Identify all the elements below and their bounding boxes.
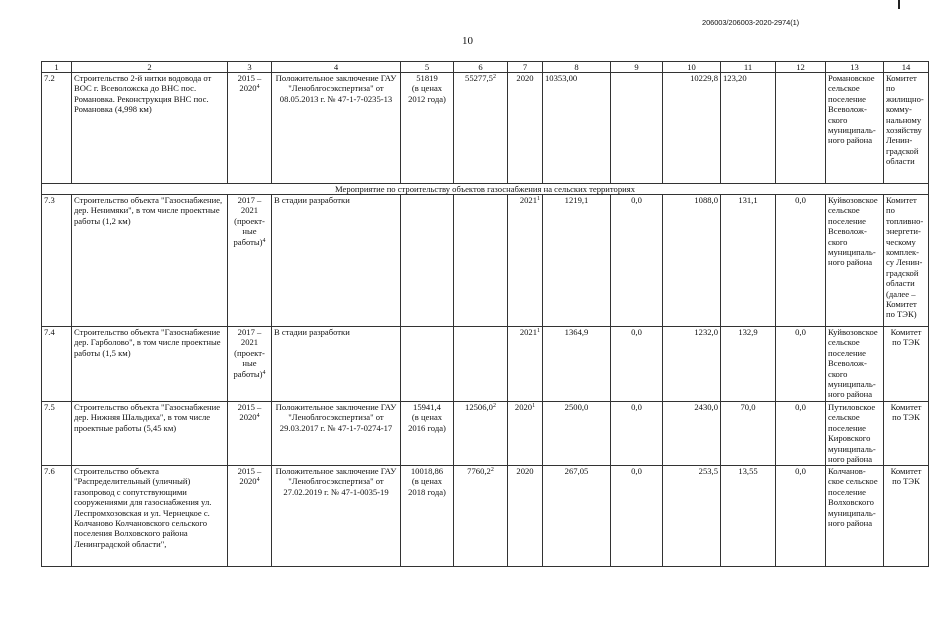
year-value: 2021 — [519, 327, 537, 337]
regional-amount: 1232,0 — [663, 327, 721, 402]
period-footnote: 4 — [256, 413, 260, 420]
customer: Куйвозовское сельское поселение Всеволож- ского муниципаль- ного района — [826, 195, 884, 327]
year-footnote: 1 — [532, 403, 536, 409]
table-row — [42, 73, 929, 184]
row-number: 7.5 — [42, 402, 72, 466]
construction-period — [228, 195, 272, 327]
remaining-cost-value: 7760,2 — [467, 466, 491, 476]
completion-year — [508, 327, 543, 402]
column-number: 9 — [611, 62, 663, 73]
local-amount: 13,55 — [721, 466, 776, 567]
period-footnote: 4 — [262, 237, 266, 244]
column-number: 7 — [508, 62, 543, 73]
completion-year — [508, 73, 543, 184]
total-amount: 10353,00 — [543, 73, 611, 184]
page-edge-mark — [898, 0, 900, 9]
table-row — [42, 195, 929, 327]
other-amount: 0,0 — [776, 466, 826, 567]
remaining-cost — [454, 73, 508, 184]
construction-period — [228, 73, 272, 184]
estimated-cost: 10018,86 (в ценах 2018 года) — [401, 466, 454, 567]
other-amount — [776, 73, 826, 184]
estimated-cost — [401, 327, 454, 402]
object-name: Строительство объекта "Распределительный (уличный) газопровод с сопутствующими сооружениями для газоснабжения ул. Леспромхозовская и ул. Чернецкое с. Колчаново Колчановского сельского поселения Волховского района Ленинградской области", — [72, 466, 228, 567]
period-text: 2017 – 2021 (проект- ные работы) — [233, 195, 265, 247]
period-text: 2017 – 2021 (проект- ные работы) — [233, 327, 265, 379]
column-number: 6 — [454, 62, 508, 73]
object-name: Строительство 2-й нитки водовода от ВОС г. Всеволожска до ВНС пос. Романовка. Реконструкция ВНС пос. Романовка (4,998 км) — [72, 73, 228, 184]
year-value: 2021 — [519, 195, 537, 205]
column-number: 4 — [272, 62, 401, 73]
column-number: 12 — [776, 62, 826, 73]
responsible-body: Комитет по ТЭК — [884, 402, 929, 466]
other-amount: 0,0 — [776, 402, 826, 466]
construction-period — [228, 327, 272, 402]
column-number: 8 — [543, 62, 611, 73]
regional-amount: 1088,0 — [663, 195, 721, 327]
regional-amount: 2430,0 — [663, 402, 721, 466]
regional-amount: 10229,8 — [663, 73, 721, 184]
column-number: 14 — [884, 62, 929, 73]
other-amount: 0,0 — [776, 195, 826, 327]
column-number: 1 — [42, 62, 72, 73]
remaining-cost — [454, 402, 508, 466]
federal-amount: 0,0 — [611, 466, 663, 567]
customer: Куйвозовское сельское поселение Всеволож- ского муниципаль- ного района — [826, 327, 884, 402]
customer: Путиловское сельское поселение Кировского муниципаль- ного района — [826, 402, 884, 466]
object-name: Строительство объекта "Газоснабжение, дер. Ненимяки", в том числе проектные работы (1,2 км) — [72, 195, 228, 327]
construction-period — [228, 466, 272, 567]
column-number: 11 — [721, 62, 776, 73]
object-name: Строительство объекта "Газоснабжение дер. Нижняя Шальдиха", в том числе проектные работы (5,45 км) — [72, 402, 228, 466]
period-footnote: 4 — [256, 84, 260, 91]
responsible-body: Комитет по ТЭК — [884, 327, 929, 402]
column-number: 13 — [826, 62, 884, 73]
table-row — [42, 402, 929, 466]
row-number: 7.6 — [42, 466, 72, 567]
completion-year — [508, 466, 543, 567]
row-number: 7.3 — [42, 195, 72, 327]
completion-year — [508, 195, 543, 327]
completion-year — [508, 402, 543, 466]
expertise-conclusion: Положительное заключение ГАУ "Леноблгосэкспертиза" от 27.02.2019 г. № 47-1-0035-19 — [272, 466, 401, 567]
row-number: 7.2 — [42, 73, 72, 184]
program-table — [41, 61, 929, 567]
row-number: 7.4 — [42, 327, 72, 402]
object-name: Строительство объекта "Газоснабжение дер. Гарболово", в том числе проектные работы (1,5 км) — [72, 327, 228, 402]
estimated-cost — [401, 195, 454, 327]
regional-amount: 253,5 — [663, 466, 721, 567]
expertise-conclusion: Положительное заключение ГАУ "Леноблгосэкспертиза" от 08.05.2013 г. № 47-1-7-0235-13 — [272, 73, 401, 184]
federal-amount: 0,0 — [611, 195, 663, 327]
remaining-cost — [454, 327, 508, 402]
year-footnote: 1 — [537, 196, 540, 202]
section-title: Мероприятие по строительству объектов газоснабжения на сельских территориях — [42, 184, 929, 195]
remaining-cost-footnote: 2 — [492, 403, 496, 409]
other-amount: 0,0 — [776, 327, 826, 402]
federal-amount: 0,0 — [611, 327, 663, 402]
local-amount: 131,1 — [721, 195, 776, 327]
customer: Колчанов- ское сельское поселение Волховского муниципаль- ного района — [826, 466, 884, 567]
federal-amount: 0,0 — [611, 402, 663, 466]
responsible-body: Комитет по ТЭК — [884, 466, 929, 567]
estimated-cost: 15941,4 (в ценах 2016 года) — [401, 402, 454, 466]
construction-period — [228, 402, 272, 466]
remaining-cost-value: 12506,0 — [465, 402, 493, 412]
federal-amount — [611, 73, 663, 184]
total-amount: 2500,0 — [543, 402, 611, 466]
column-number: 10 — [663, 62, 721, 73]
expertise-conclusion: Положительное заключение ГАУ "Леноблгосэкспертиза" от 29.03.2017 г. № 47-1-7-0274-17 — [272, 402, 401, 466]
column-number: 2 — [72, 62, 228, 73]
total-amount: 1364,9 — [543, 327, 611, 402]
period-footnote: 4 — [262, 369, 266, 376]
responsible-body: Комитет по топливно-энергети- ческому комплек- су Ленин- градской области (далее – Комитет по ТЭК) — [884, 195, 929, 327]
total-amount: 1219,1 — [543, 195, 611, 327]
column-number: 5 — [401, 62, 454, 73]
period-text: 2015 – 2020 — [237, 73, 262, 94]
section-header-row — [42, 184, 929, 195]
year-value: 2020 — [514, 402, 533, 412]
year-footnote: 1 — [537, 328, 540, 334]
document-id: 206003/206003-2020-2974(1) — [702, 18, 800, 27]
column-number: 3 — [228, 62, 272, 73]
expertise-conclusion: В стадии разработки — [272, 195, 401, 327]
total-amount: 267,05 — [543, 466, 611, 567]
table-row — [42, 327, 929, 402]
period-text: 2015 – 2020 — [237, 402, 262, 423]
remaining-cost — [454, 195, 508, 327]
remaining-cost-footnote: 2 — [490, 467, 494, 473]
year-value: 2020 — [516, 466, 534, 476]
table-row — [42, 466, 929, 567]
period-footnote: 4 — [256, 477, 260, 484]
local-amount: 70,0 — [721, 402, 776, 466]
remaining-cost-footnote: 2 — [492, 74, 496, 80]
local-amount: 123,20 — [721, 73, 776, 184]
period-text: 2015 – 2020 — [237, 466, 262, 487]
remaining-cost-value: 55277,5 — [465, 73, 493, 83]
responsible-body: Комитет по жилищно-комму- нальному хозяйству Ленин- градской области — [884, 73, 929, 184]
expertise-conclusion: В стадии разработки — [272, 327, 401, 402]
year-value: 2020 — [516, 73, 534, 83]
column-number-row — [42, 62, 929, 73]
customer: Романовское сельское поселение Всеволож- ского муниципаль- ного района — [826, 73, 884, 184]
estimated-cost: 51819 (в ценах 2012 года) — [401, 73, 454, 184]
remaining-cost — [454, 466, 508, 567]
local-amount: 132,9 — [721, 327, 776, 402]
page-number: 10 — [462, 35, 473, 47]
